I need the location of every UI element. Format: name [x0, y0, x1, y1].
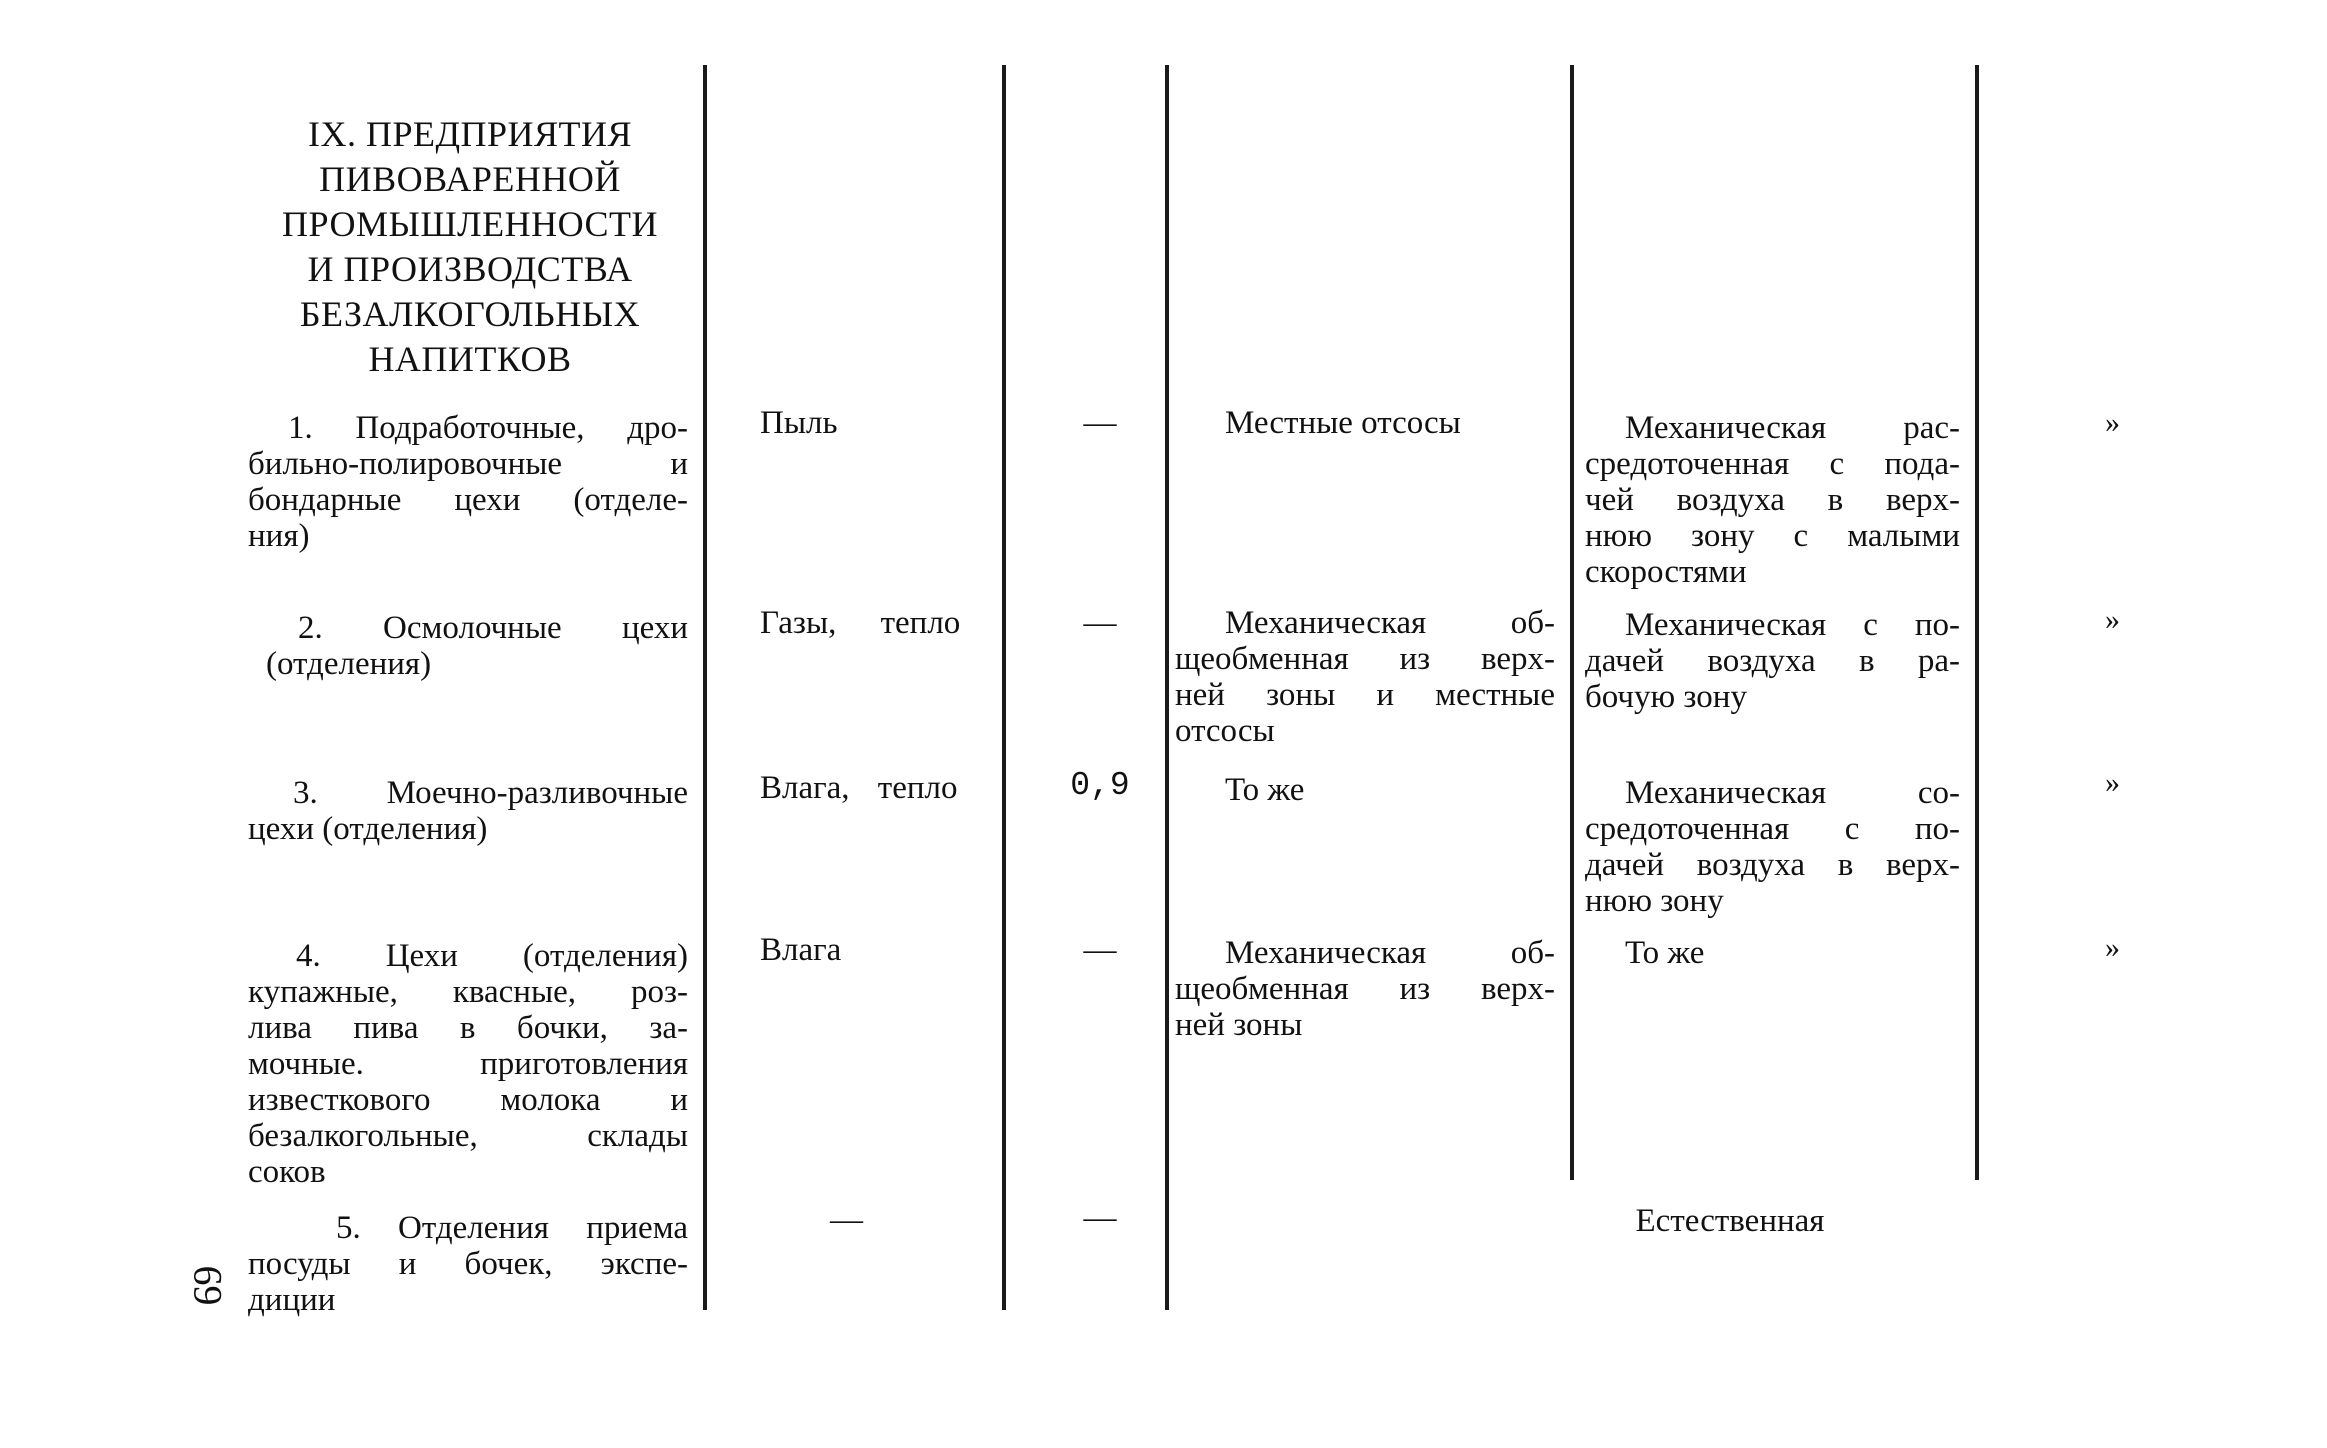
row-1-name: [248, 410, 688, 554]
row-4-name-line: известкового молока и: [248, 1082, 688, 1118]
column-rule-3: [1165, 65, 1169, 1310]
row-4-local-line: ней зоны: [1175, 1007, 1303, 1043]
row-4-ditto-mark: »: [2105, 931, 2120, 964]
row-1-supply: [1585, 410, 1960, 590]
row-2-local-line: щеобменная из верх-: [1175, 641, 1555, 677]
column-rule-2: [1002, 65, 1006, 1310]
row-3-supply-line: дачей воздуха в верх-: [1585, 847, 1960, 883]
row-4-supply: [1585, 935, 1960, 971]
section-title-line: ПИВОВАРЕННОЙ: [319, 159, 621, 199]
section-title-line: IX. ПРЕДПРИЯТИЯ: [307, 114, 633, 154]
row-4-local-line: щеобменная из верх-: [1175, 971, 1555, 1007]
row-2-name-line: (отделения): [266, 646, 432, 682]
row-2-hazard-line: Газы, тепло: [760, 605, 961, 641]
row-1-ditto-mark: »: [2105, 406, 2120, 439]
row-2-supply-line: бочую зону: [1585, 679, 1747, 715]
row-3-supply: [1585, 775, 1960, 919]
section-title-line: ПРОМЫШЛЕННОСТИ: [281, 204, 659, 244]
page-number: 69: [185, 1265, 231, 1306]
row-3-hazard-line: Влага, тепло: [760, 770, 958, 806]
row-5-name: [248, 1210, 688, 1318]
row-2-local-line: ней зоны и местные: [1175, 677, 1555, 713]
row-3-local-line: То же: [1225, 772, 1305, 808]
row-2-supply-line: Механическая с по-: [1625, 607, 1960, 643]
row-1-supply-line: Механическая рас-: [1625, 410, 1960, 446]
row-1-local: [1175, 405, 1555, 441]
row-3-ditto-mark: »: [2105, 766, 2120, 799]
row-2-local-line: отсосы: [1175, 713, 1275, 749]
row-5-value: —: [1083, 1200, 1117, 1236]
row-1-supply-line: чей воздуха в верх-: [1585, 482, 1960, 518]
row-1-hazard: Пыль: [760, 405, 838, 441]
row-5-merged-ventilation: Естественная: [1635, 1203, 1825, 1239]
row-4-name-line: купажные, квасные, роз-: [248, 974, 688, 1010]
section-title-line: БЕЗАЛКОГОЛЬНЫХ: [299, 294, 641, 334]
row-3-name-line: 3. Моечно-разливочные: [293, 775, 688, 811]
row-1-supply-line: средоточенная с пода-: [1585, 446, 1960, 482]
row-3-name-line: цехи (отделения): [248, 811, 488, 847]
row-5-name-line: 5. Отделения приема: [336, 1210, 688, 1246]
section-title: [250, 112, 690, 382]
row-1-name-line: бондарные цехи (отделе-: [248, 482, 688, 518]
row-4-name-line: безалкогольные, склады: [248, 1118, 688, 1154]
row-5-name-line: посуды и бочек, экспе-: [248, 1246, 688, 1282]
section-title-line: НАПИТКОВ: [368, 339, 572, 379]
row-3-value: 0,9: [1070, 767, 1130, 804]
row-4-name-line: лива пива в бочки, за-: [248, 1010, 688, 1046]
column-rule-1: [703, 65, 707, 1310]
row-1-name-line: 1. Подработочные, дро-: [288, 410, 688, 446]
row-2-value: —: [1083, 605, 1117, 641]
row-3-supply-line: Механическая со-: [1625, 775, 1960, 811]
row-3-supply-line: нюю зону: [1585, 883, 1724, 919]
row-2-supply-line: дачей воздуха в ра-: [1585, 643, 1960, 679]
row-4-name: [248, 938, 688, 1190]
row-2-hazard: [760, 605, 995, 641]
row-4-hazard: Влага: [760, 932, 842, 968]
row-1-value: —: [1083, 405, 1117, 441]
section-title-line: И ПРОИЗВОДСТВА: [307, 249, 633, 289]
row-2-name-line: 2. Осмолочные цехи: [298, 610, 688, 646]
row-1-name-line: бильно-полировочные и: [248, 446, 688, 482]
row-3-supply-line: средоточенная с по-: [1585, 811, 1960, 847]
row-4-name-line: соков: [248, 1154, 326, 1190]
column-rule-4: [1570, 65, 1574, 1180]
row-3-local: [1175, 772, 1555, 808]
row-2-name: [248, 610, 688, 682]
row-4-name-line: мочные. приготовления: [248, 1046, 688, 1082]
row-2-local: [1175, 605, 1555, 749]
row-1-supply-line: скоростями: [1585, 554, 1747, 590]
row-3-name: [248, 775, 688, 847]
row-4-name-line: 4. Цехи (отделения): [296, 938, 688, 974]
row-4-local: [1175, 935, 1555, 1043]
row-2-ditto-mark: »: [2105, 603, 2120, 636]
row-1-name-line: ния): [248, 518, 310, 554]
row-1-local-line: Местные отсосы: [1225, 405, 1461, 441]
row-2-supply: [1585, 607, 1960, 715]
row-1-supply-line: нюю зону с малыми: [1585, 518, 1960, 554]
row-4-supply-line: То же: [1625, 935, 1705, 971]
row-5-hazard: —: [830, 1202, 863, 1238]
row-3-hazard: [760, 770, 995, 806]
row-4-local-line: Механическая об-: [1225, 935, 1555, 971]
row-5-name-line: диции: [248, 1282, 336, 1318]
row-4-value: —: [1083, 932, 1117, 968]
column-rule-5: [1975, 65, 1979, 1180]
row-2-local-line: Механическая об-: [1225, 605, 1555, 641]
